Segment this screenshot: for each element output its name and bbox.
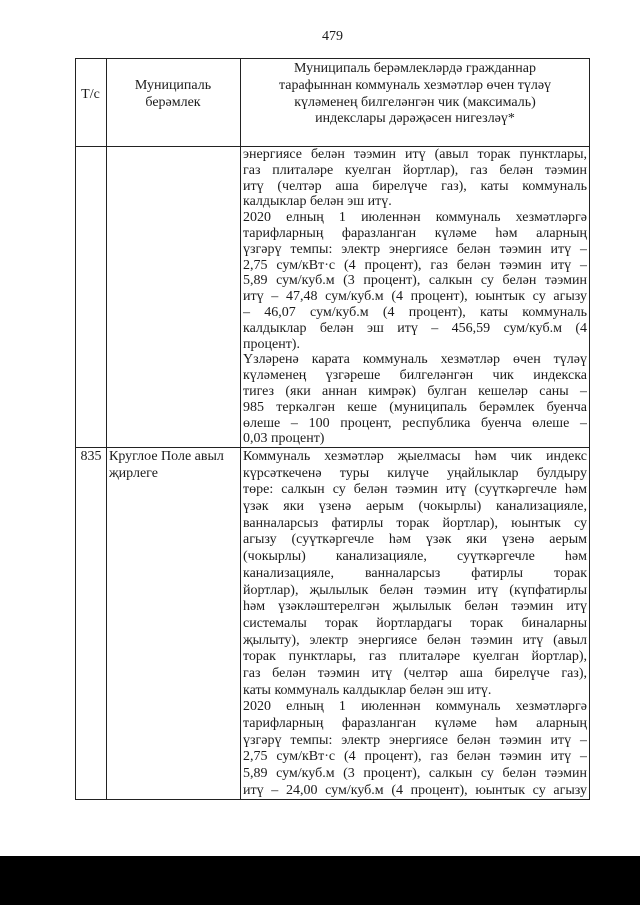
text-line: газ белән тәэмин итү (челтәр аша бирелүче газ), <box>243 665 587 681</box>
text-line: 0,03 процент) <box>243 431 325 447</box>
row-divider <box>76 447 589 448</box>
text-line: итү – 47,48 сум/куб.м (4 процент), юынтык су агызу <box>243 289 587 305</box>
header-justification <box>240 61 590 128</box>
text-line: 2,75 сум/кВт·с (4 процент), газ белән тәэмин итү – <box>243 749 587 765</box>
text-line: энергиясе белән тәэмин итү (авыл торак пунктлары, <box>243 147 587 162</box>
text-line: өлеше – 100 процент, республика буенча өлеше – <box>243 415 587 431</box>
text-line: торак пунктлары, газ плиталәре куелган йортлар), <box>243 649 587 665</box>
text-line: күләменең билгеләнгән чик (максималь) <box>294 94 536 110</box>
paragraph <box>243 449 587 699</box>
paragraph <box>243 352 587 447</box>
text-line: – 46,07 сум/куб.м (4 процент), каты коммуналь <box>243 304 587 320</box>
text-line: калдыклар белән эш итү – 456,59 сум/куб.м (4 <box>243 320 587 336</box>
text-line: күләменең үзгәреше билгеләнгән чик индекска <box>243 368 587 384</box>
paragraph <box>243 699 587 799</box>
text-line: итү – 24,00 сум/куб.м (4 процент), юынтык су агызу <box>243 782 587 798</box>
text-line: тарифларның фаразланган күләме һәм аларның <box>243 225 587 241</box>
text-line: җылыту), электр энергиясе белән тәэмин итү (авыл <box>243 632 587 648</box>
paragraph <box>243 147 587 210</box>
text-line: каты коммуналь калдыклар белән эш итү. <box>243 682 492 698</box>
text-line: һәм үзәкләштерелгән җылылык белән тәэмин итү <box>243 599 587 615</box>
text-line: берәмлек <box>145 95 201 110</box>
text-line: тарифларның фаразланган күләме һәм аларның <box>243 716 587 731</box>
text-line: үзәк яки үзенә аерым (чокырлы) канализацияле, <box>243 499 587 515</box>
text-line: җирлеге <box>109 465 158 481</box>
row-2-municipality <box>109 449 239 482</box>
page-number: 479 <box>322 29 343 44</box>
text-line: 5,89 сум/куб.м (3 процент), салкын су белән тәэмин <box>243 766 587 782</box>
column-divider-1 <box>106 59 107 799</box>
header-number: Т/с <box>81 87 100 102</box>
row-1-justification-cell <box>243 147 587 447</box>
text-line: 2,75 сум/кВт·с (4 процент), газ белән тәэмин итү – <box>243 257 587 273</box>
text-line: калдыклар белән эш итү. <box>243 194 392 210</box>
scan-border <box>0 856 640 905</box>
text-line: газ плиталәре куелган йортлар), газ белән тәэмин <box>243 162 587 178</box>
text-line: үзгәрү темпы: электр энергиясе белән тәэмин итү – <box>243 241 587 257</box>
text-line: тарафыннан коммуналь хезмәтләр өчен түләү <box>278 77 552 93</box>
text-line: индекслары дәрәҗәсен нигезләү* <box>315 111 515 127</box>
text-line: ванналарсыз фатирлы торак йортлар), юынтык су <box>243 515 587 531</box>
text-line: итү (челтәр аша бирелүче газ), каты коммуналь <box>243 178 587 194</box>
text-line: 2020 елның 1 июленнән коммуналь хезмәтләргә <box>243 210 587 226</box>
text-line: йортлар), җылылык белән тәэмин итү (күпфатирлы <box>243 582 587 598</box>
text-line: 985 теркәлгән кеше (муниципаль берәмлек буенча <box>243 399 587 415</box>
text-line: агызу (суүткәргечле һәм үзәк яки үзенә аерым <box>243 532 587 548</box>
row-2-number: 835 <box>80 449 102 464</box>
text-line: Муниципаль берәмлекләрдә гражданнар <box>293 61 536 76</box>
text-line: системалы торак йортлардагы торак биналарны <box>243 615 587 631</box>
paragraph <box>243 210 587 352</box>
text-line: Үзләренә карата коммуналь хезмәтләр өчен түләү <box>243 352 587 368</box>
text-line: Муниципаль <box>134 78 212 93</box>
text-line: 5,89 сум/куб.м (3 процент), салкын су белән тәэмин <box>243 273 587 289</box>
text-line: 2020 елның 1 июленнән коммуналь хезмәтләргә <box>243 699 587 715</box>
text-line: (чокырлы) канализацияле, суүткәргечле һәм <box>243 549 587 565</box>
text-line: процент). <box>243 336 300 352</box>
column-divider-2 <box>240 59 241 799</box>
text-line: үзгәрү темпы: электр энергиясе белән тәэмин итү – <box>243 732 587 748</box>
header-municipality <box>106 77 240 111</box>
text-line: тигез (яки аннан кимрәк) булган кешеләр саны – <box>243 383 587 399</box>
row-2-justification-cell <box>243 449 587 799</box>
text-line: Коммуналь хезмәтләр җыелмасы һәм чик индекс <box>243 449 587 464</box>
text-line: канализацияле, ванналарсыз фатирлы торак <box>243 565 587 581</box>
text-line: Круглое Поле авыл <box>109 449 224 464</box>
text-line: күрсәткеченә туры килүче уңайлыклар булдыру <box>243 465 587 481</box>
text-line: төре: салкын су белән тәэмин итү (суүткәргечле һәм <box>243 482 587 498</box>
